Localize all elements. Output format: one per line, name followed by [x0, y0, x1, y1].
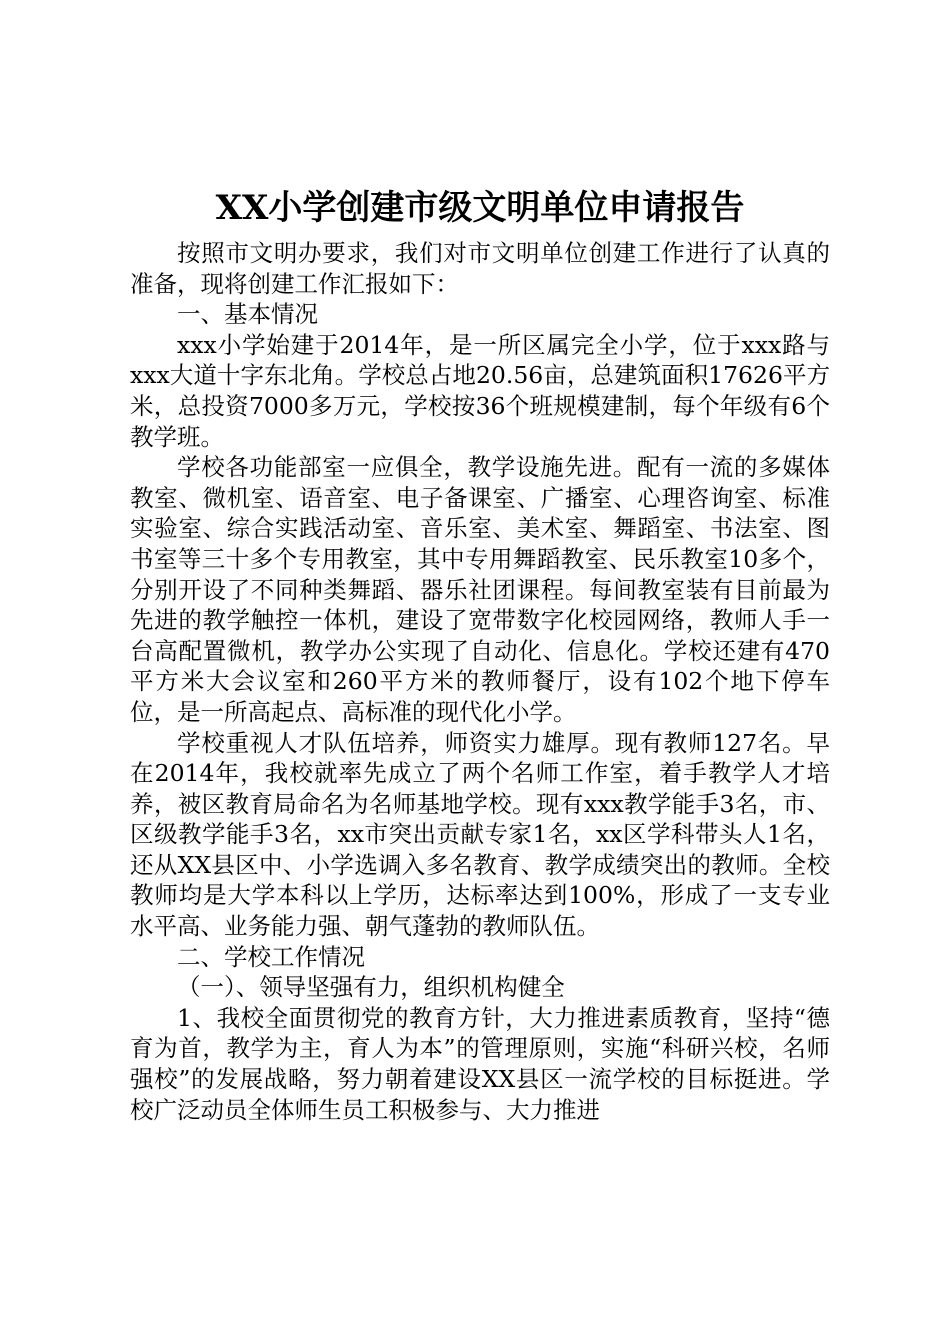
- paragraph-school-overview: xxx小学始建于2014年，是一所区属完全小学，位于xxx路与xxx大道十字东北角。学校总占地20.56亩，总建筑面积17626平方米，总投资7000多万元，学校按36个班规模建制，每个年级有6个教学班。: [130, 330, 830, 451]
- document-body: [130, 238, 830, 1125]
- document-title: XX小学创建市级文明单位申请报告: [215, 188, 745, 228]
- section-heading-basic-info: 一、基本情况: [177, 300, 318, 329]
- subsection-heading-leadership: （一）、领导坚强有力，组织机构健全: [177, 973, 565, 1002]
- paragraph-intro: 按照市文明办要求，我们对市文明单位创建工作进行了认真的准备，现将创建工作汇报如下：: [130, 239, 830, 298]
- paragraph-education-policy: 1、我校全面贯彻党的教育方针，大力推进素质教育，坚持“德育为首，教学为主，育人为本”的管理原则，实施“科研兴校，名师强校”的发展战略，努力朝着建设XX县区一流学校的目标挺进。学校广泛动员全体师生员工积极参与、大力推进: [130, 1003, 830, 1124]
- section-heading-school-work: 二、学校工作情况: [177, 942, 365, 971]
- paragraph-teachers: 学校重视人才队伍培养，师资实力雄厚。现有教师127名。早在2014年，我校就率先成立了两个名师工作室，着手教学人才培养，被区教育局命名为名师基地学校。现有xxx教学能手3名，市、区级教学能手3名，xx市突出贡献专家1名，xx区学科带头人1名，还从XX县区中、小学选调入多名教育、教学成绩突出的教师。全校教师均是大学本科以上学历，达标率达到100%，形成了一支专业水平高、业务能力强、朝气蓬勃的教师队伍。: [130, 728, 830, 941]
- paragraph-facilities: 学校各功能部室一应俱全，教学设施先进。配有一流的多媒体教室、微机室、语音室、电子备课室、广播室、心理咨询室、标准实验室、综合实践活动室、音乐室、美术室、舞蹈室、书法室、图书室等三十多个专用教室，其中专用舞蹈教室、民乐教室10多个，分别开设了不同种类舞蹈、器乐社团课程。每间教室装有目前最为先进的教学触控一体机，建设了宽带数字化校园网络，教师人手一台高配置微机，教学办公实现了自动化、信息化。学校还建有470平方米大会议室和260平方米的教师餐厅，设有102个地下停车位，是一所高起点、高标准的现代化小学。: [130, 453, 830, 726]
